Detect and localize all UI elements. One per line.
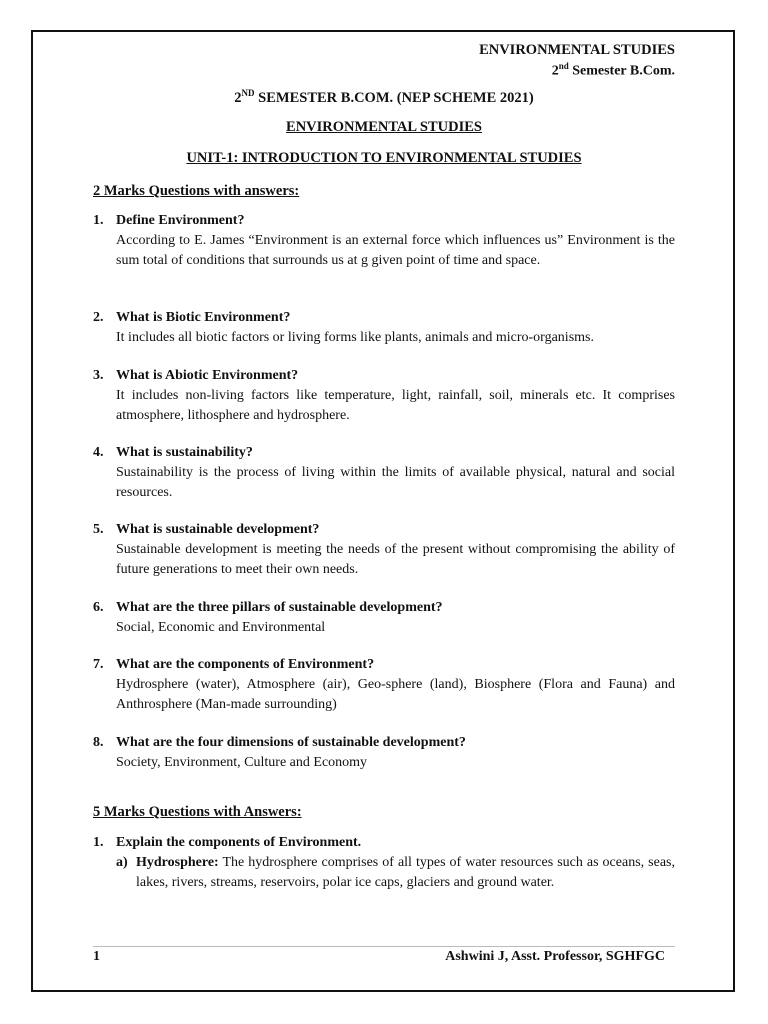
footer-author: Ashwini J, Asst. Professor, SGHFGC: [445, 949, 665, 964]
question-item: 4. What is sustainability? Sustainability is the process of living within the limits of available physical, natural and social resources.: [93, 443, 675, 503]
answer-text: Hydrosphere (water), Atmosphere (air), Geo-sphere (land), Biosphere (Flora and Fauna) and Anthrosphere (Man-made surrounding): [116, 677, 675, 712]
question-item: 1. Explain the components of Environment.: [93, 833, 675, 853]
question-text: What is sustainability?: [116, 445, 253, 460]
sub-answer-term: Hydrosphere:: [136, 855, 219, 870]
answer-text: It includes all biotic factors or living forms like plants, animals and micro-organisms.: [116, 330, 594, 345]
question-text: What are the four dimensions of sustainable development?: [116, 735, 466, 750]
header-semester: 2nd Semester B.Com.: [551, 61, 675, 79]
answer-text: Sustainability is the process of living within the limits of available physical, natural and social resources.: [116, 465, 675, 500]
footer-divider: [93, 946, 675, 947]
question-item: 1. Define Environment? According to E. James “Environment is an external force which influences us” Environment is the sum total of conditions that surrounds us at g given point of time and space.: [93, 211, 675, 271]
question-text: Explain the components of Environment.: [116, 835, 362, 850]
answer-text: Sustainable development is meeting the needs of the present without compromising the ability of future generations to meet their own needs.: [116, 542, 675, 577]
question-text: What are the components of Environment?: [116, 657, 375, 672]
question-text: What is Abiotic Environment?: [116, 368, 299, 383]
question-text: Define Environment?: [116, 213, 245, 228]
section-heading-5-marks: 5 Marks Questions with Answers:: [93, 804, 302, 820]
question-item: 3. What is Abiotic Environment? It includes non-living factors like temperature, light, rainfall, soil, minerals etc. It comprises atmosphere, lithosphere and hydrosphere.: [93, 366, 675, 426]
question-text: What is sustainable development?: [116, 522, 320, 537]
title-subject: ENVIRONMENTAL STUDIES: [286, 119, 482, 135]
question-text: What are the three pillars of sustainable development?: [116, 600, 443, 615]
answer-text: It includes non-living factors like temperature, light, rainfall, soil, minerals etc. It comprises atmosphere, lithosphere and hydrosphere.: [116, 388, 675, 423]
answer-text: Social, Economic and Environmental: [116, 620, 326, 635]
question-item: 8. What are the four dimensions of sustainable development? Society, Environment, Culture and Economy: [93, 733, 675, 773]
section-heading-2-marks: 2 Marks Questions with answers:: [93, 183, 300, 199]
question-text: What is Biotic Environment?: [116, 310, 291, 325]
question-item: 6. What are the three pillars of sustainable development? Social, Economic and Environmental: [93, 598, 675, 638]
question-item: 5. What is sustainable development? Sustainable development is meeting the needs of the present without compromising the ability of future generations to meet their own needs.: [93, 520, 675, 580]
answer-text: According to E. James “Environment is an external force which influences us” Environment is the sum total of conditions that surrounds us at g given point of time and space.: [116, 233, 675, 268]
question-item: 2. What is Biotic Environment? It includes all biotic factors or living forms like plants, animals and micro-organisms.: [93, 308, 675, 348]
sub-answer-item: a) Hydrosphere: The hydrosphere comprises of all types of water resources such as oceans, seas, lakes, rivers, streams, reservoirs, polar ice caps, glaciers and ground water.: [116, 855, 675, 890]
title-unit: UNIT-1: INTRODUCTION TO ENVIRONMENTAL STUDIES: [186, 150, 582, 166]
page-number: 1: [93, 949, 100, 964]
sub-answer-text: The hydrosphere comprises of all types of water resources such as oceans, seas, lakes, rivers, streams, reservoirs, polar ice caps, glaciers and ground water.: [136, 855, 675, 890]
header-subject: ENVIRONMENTAL STUDIES: [479, 42, 675, 58]
question-item: 7. What are the components of Environment? Hydrosphere (water), Atmosphere (air), Geo-sphere (land), Biosphere (Flora and Fauna) and Anthrosphere (Man-made surrounding): [93, 655, 675, 715]
title-semester: 2ND SEMESTER B.COM. (NEP SCHEME 2021): [234, 88, 534, 106]
answer-text: Society, Environment, Culture and Economy: [116, 755, 368, 770]
